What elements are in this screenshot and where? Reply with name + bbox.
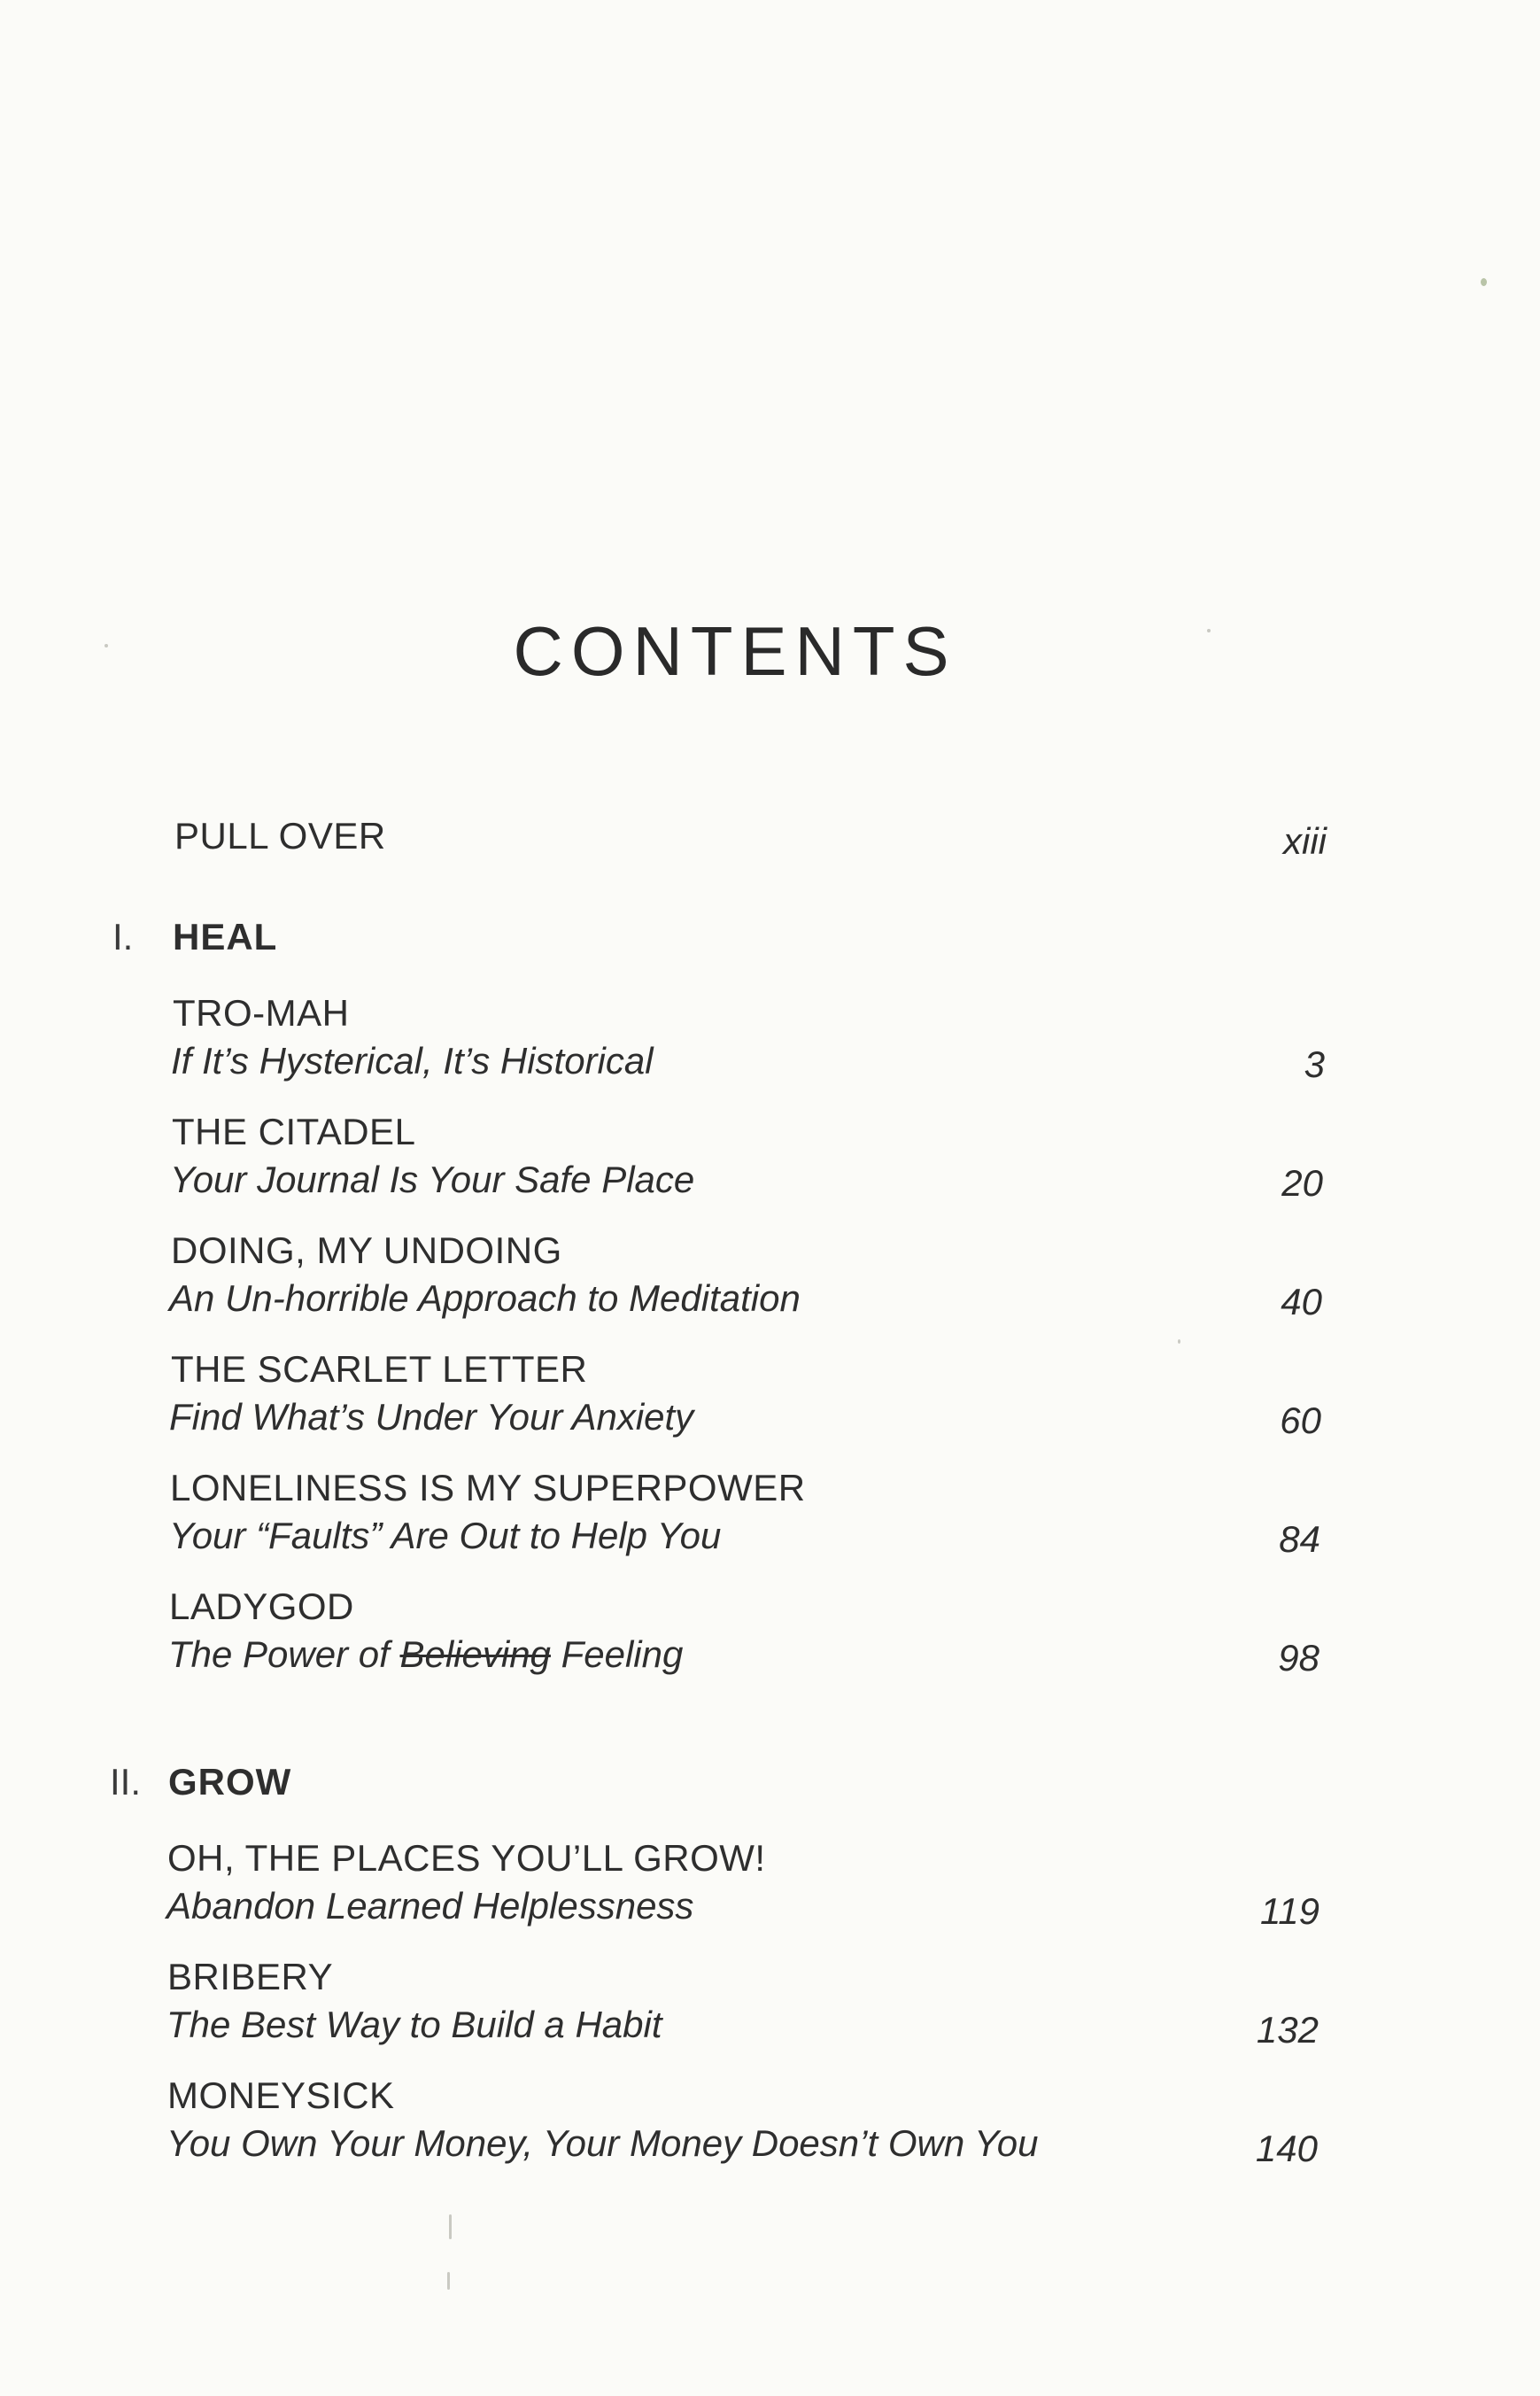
entry-subtitle: If It’s Hysterical, It’s Historical	[171, 1040, 654, 1082]
entry-title: OH, THE PLACES YOU’LL GROW!	[167, 1837, 766, 1879]
entry-page-number: 140	[1255, 2128, 1318, 2169]
entry-title: LADYGOD	[169, 1586, 354, 1627]
entry-subtitle: An Un-horrible Approach to Meditation	[169, 1277, 801, 1319]
entry-title: TRO-MAH	[173, 992, 350, 1034]
entry-title: LONELINESS IS MY SUPERPOWER	[170, 1467, 806, 1508]
entry-page-number: 119	[1260, 1890, 1319, 1932]
entry-subtitle: Your “Faults” Are Out to Help You	[169, 1515, 722, 1556]
paper-speck	[449, 2214, 452, 2239]
entry-title: PULL OVER	[174, 815, 386, 857]
entry-subtitle: Find What’s Under Your Anxiety	[169, 1396, 694, 1438]
entry-subtitle	[168, 1633, 683, 1676]
entry-title: THE CITADEL	[172, 1111, 416, 1152]
part-number: I.	[112, 916, 134, 958]
part-title: HEAL	[173, 916, 278, 958]
entry-page-number: 20	[1281, 1162, 1323, 1204]
paper-speck	[447, 2272, 450, 2290]
entry-page-number: 98	[1278, 1637, 1319, 1679]
part-title: GROW	[168, 1761, 292, 1803]
entry-subtitle: Your Journal Is Your Safe Place	[170, 1159, 695, 1200]
contents-heading: CONTENTS	[513, 612, 957, 690]
entry-subtitle: You Own Your Money, Your Money Doesn’t Own You	[166, 2122, 1039, 2164]
entry-page-number: 40	[1281, 1281, 1322, 1322]
entry-title: MONEYSICK	[167, 2074, 395, 2116]
entry-title: DOING, MY UNDOING	[171, 1229, 562, 1271]
entry-page-number: 132	[1256, 2009, 1319, 2051]
entry-page-number: 84	[1279, 1518, 1320, 1560]
entry-subtitle: Abandon Learned Helplessness	[166, 1885, 694, 1927]
entry-title: BRIBERY	[167, 1956, 334, 1997]
paper-speck	[1178, 1339, 1180, 1344]
entry-title: THE SCARLET LETTER	[171, 1348, 588, 1390]
entry-page-number: xiii	[1283, 820, 1327, 862]
entry-page-number: 3	[1304, 1043, 1325, 1085]
paper-speck	[1481, 278, 1487, 286]
entry-page-number: 60	[1280, 1400, 1321, 1441]
part-number: II.	[110, 1761, 142, 1803]
struck-word: Believing	[399, 1633, 551, 1675]
entry-subtitle: The Best Way to Build a Habit	[166, 2004, 662, 2045]
subtitle-part: Feeling	[561, 1633, 684, 1675]
subtitle-part: The Power of	[168, 1633, 390, 1675]
